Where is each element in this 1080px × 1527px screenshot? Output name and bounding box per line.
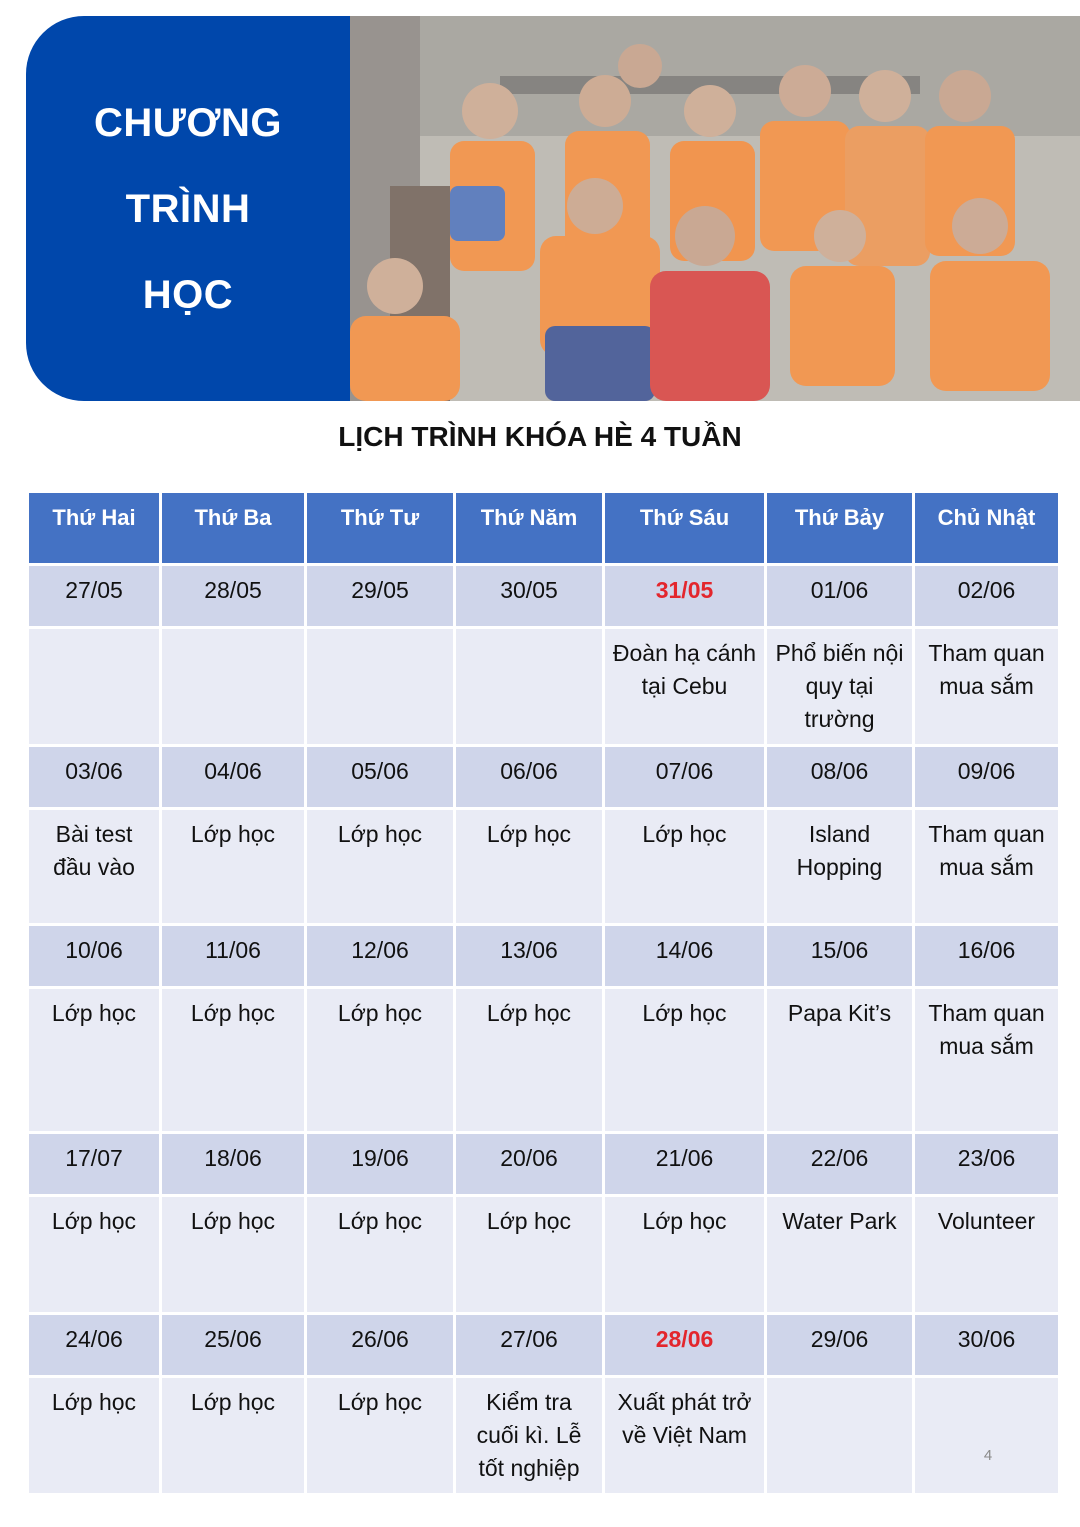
table-header-row: [28, 492, 1060, 565]
date-cell: 25/06: [161, 1314, 306, 1377]
date-cell: 06/06: [455, 746, 604, 809]
date-row: [28, 746, 1060, 809]
activity-cell: Volunteer: [914, 1196, 1060, 1314]
activity-cell: Xuất phát trở về Việt Nam: [604, 1377, 766, 1495]
activity-cell: Papa Kit’s: [766, 988, 914, 1133]
day-header-saturday: Thứ Bảy: [766, 492, 914, 565]
program-header: [26, 16, 350, 401]
schedule-table: [26, 490, 1061, 1496]
activity-cell: [455, 628, 604, 746]
date-cell: 27/06: [455, 1314, 604, 1377]
day-header-tuesday: Thứ Ba: [161, 492, 306, 565]
activity-cell: Tham quan mua sắm: [914, 628, 1060, 746]
date-cell: 16/06: [914, 925, 1060, 988]
day-header-wednesday: Thứ Tư: [306, 492, 455, 565]
activity-cell: Water Park: [766, 1196, 914, 1314]
day-header-friday: Thứ Sáu: [604, 492, 766, 565]
activity-cell: Lớp học: [455, 809, 604, 925]
date-cell: 18/06: [161, 1133, 306, 1196]
date-cell: 29/06: [766, 1314, 914, 1377]
activity-cell: Lớp học: [161, 988, 306, 1133]
group-photo-students-icon: [350, 16, 1080, 401]
schedule-title: LỊCH TRÌNH KHÓA HÈ 4 TUẦN: [338, 421, 742, 452]
date-cell: 03/06: [28, 746, 161, 809]
page-number: 4: [983, 1447, 993, 1464]
day-header-monday: Thứ Hai: [28, 492, 161, 565]
date-cell: 09/06: [914, 746, 1060, 809]
activity-cell: Lớp học: [28, 988, 161, 1133]
date-cell: 15/06: [766, 925, 914, 988]
activity-row: [28, 1377, 1060, 1495]
activity-row: [28, 1196, 1060, 1314]
activity-cell: [766, 1377, 914, 1495]
activity-cell: Tham quan mua sắm: [914, 988, 1060, 1133]
date-cell: 12/06: [306, 925, 455, 988]
activity-cell: Lớp học: [455, 1196, 604, 1314]
date-cell: 28/05: [161, 565, 306, 628]
date-cell: 27/05: [28, 565, 161, 628]
activity-cell: [28, 628, 161, 746]
activity-cell: Lớp học: [28, 1377, 161, 1495]
date-cell: 20/06: [455, 1133, 604, 1196]
group-photo: [350, 16, 1080, 401]
date-cell: 17/07: [28, 1133, 161, 1196]
date-row: [28, 1133, 1060, 1196]
date-cell: 22/06: [766, 1133, 914, 1196]
date-cell: 24/06: [28, 1314, 161, 1377]
activity-cell: Đoàn hạ cánh tại Cebu: [604, 628, 766, 746]
date-cell-highlight: 31/05: [604, 565, 766, 628]
day-header-sunday: Chủ Nhật: [914, 492, 1060, 565]
activity-cell: [306, 628, 455, 746]
activity-cell: [161, 628, 306, 746]
date-cell: 08/06: [766, 746, 914, 809]
day-header-thursday: Thứ Năm: [455, 492, 604, 565]
activity-cell: Lớp học: [28, 1196, 161, 1314]
date-row: [28, 1314, 1060, 1377]
date-cell: 23/06: [914, 1133, 1060, 1196]
date-cell: 01/06: [766, 565, 914, 628]
date-cell: 10/06: [28, 925, 161, 988]
activity-cell: [914, 1377, 1060, 1495]
date-cell: 19/06: [306, 1133, 455, 1196]
activity-cell: Bài test đầu vào: [28, 809, 161, 925]
activity-cell: Tham quan mua sắm: [914, 809, 1060, 925]
date-row: [28, 565, 1060, 628]
activity-cell: Lớp học: [306, 988, 455, 1133]
activity-row: [28, 988, 1060, 1133]
date-cell: 29/05: [306, 565, 455, 628]
date-cell: 21/06: [604, 1133, 766, 1196]
date-cell: 11/06: [161, 925, 306, 988]
activity-cell: Lớp học: [306, 1196, 455, 1314]
date-cell: 07/06: [604, 746, 766, 809]
activity-cell: Phổ biến nội quy tại trường: [766, 628, 914, 746]
activity-cell: Lớp học: [604, 809, 766, 925]
date-cell: 14/06: [604, 925, 766, 988]
activity-cell: Lớp học: [161, 1377, 306, 1495]
date-row: [28, 925, 1060, 988]
date-cell: 13/06: [455, 925, 604, 988]
activity-cell: Lớp học: [161, 1196, 306, 1314]
activity-cell: Lớp học: [161, 809, 306, 925]
date-cell-highlight: 28/06: [604, 1314, 766, 1377]
date-cell: 26/06: [306, 1314, 455, 1377]
activity-cell: Lớp học: [455, 988, 604, 1133]
activity-row: [28, 809, 1060, 925]
activity-cell: Lớp học: [604, 1196, 766, 1314]
date-cell: 02/06: [914, 565, 1060, 628]
date-cell: 05/06: [306, 746, 455, 809]
activity-cell: Island Hopping: [766, 809, 914, 925]
activity-row: [28, 628, 1060, 746]
activity-cell: Kiểm tra cuối kì. Lễ tốt nghiệp: [455, 1377, 604, 1495]
program-title-line-2: TRÌNH: [125, 186, 251, 231]
date-cell: 30/06: [914, 1314, 1060, 1377]
activity-cell: Lớp học: [604, 988, 766, 1133]
program-title-line-3: HỌC: [142, 272, 234, 317]
activity-cell: Lớp học: [306, 809, 455, 925]
activity-cell: Lớp học: [306, 1377, 455, 1495]
date-cell: 04/06: [161, 746, 306, 809]
date-cell: 30/05: [455, 565, 604, 628]
program-title-line-1: CHƯƠNG: [93, 100, 283, 145]
